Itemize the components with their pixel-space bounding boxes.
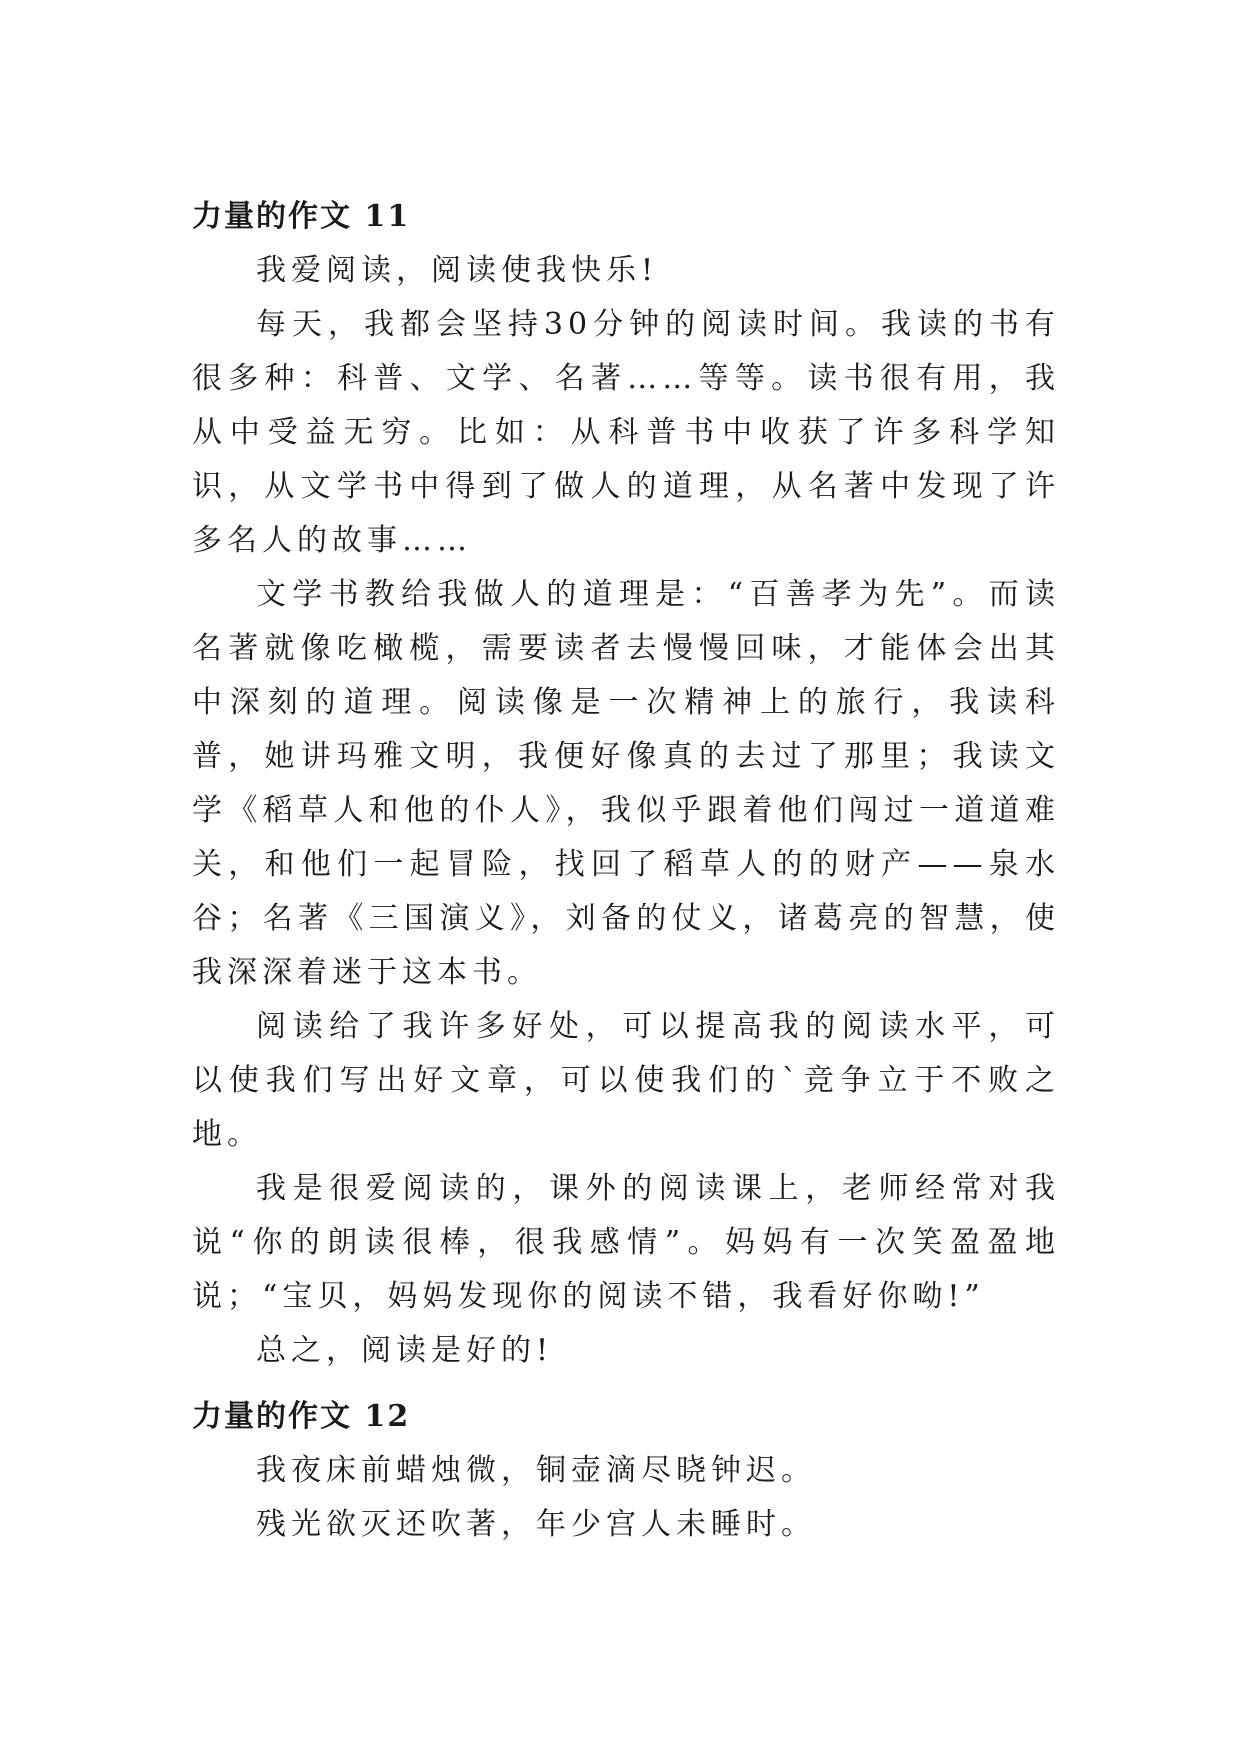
essay-12 [192,1390,1060,1552]
essay-title: 力量的作文 11 [192,199,411,234]
essay-paragraph: 文学书教给我做人的道理是：“百善孝为先”。而读名著就像吃橄榄，需要读者去慢慢回味，才能体会出其中深刻的道理。阅读像是一次精神上的旅行，我读科普，她讲玛雅文明，我便好像真的去过了那里；我读文学《稻草人和他的仆人》，我似乎跟着他们闯过一道道难关，和他们一起冒险，找回了稻草人的的财产——泉水谷；名著《三国演义》，刘备的仗义，诸葛亮的智慧，使我深深着迷于这本书。 [192,577,1060,990]
essay-paragraph: 每天，我都会坚持30分钟的阅读时间。我读的书有很多种：科普、文学、名著……等等。读书很有用，我从中受益无穷。比如：从科普书中收获了许多科学知识，从文学书中得到了做人的道理，从名著中发现了许多名人的故事…… [192,307,1060,558]
essay-title: 力量的作文 12 [192,1399,411,1434]
essay-11 [192,190,1060,1378]
essay-paragraph: 阅读给了我许多好处，可以提高我的阅读水平，可以使我们写出好文章，可以使我们的`竞争立于不败之地。 [192,1009,1060,1152]
essay-paragraph: 我夜床前蜡烛微，铜壶滴尽晓钟迟。 [256,1453,816,1488]
essay-paragraph: 总之，阅读是好的! [256,1333,554,1368]
essay-paragraph: 我是很爱阅读的，课外的阅读课上，老师经常对我说“你的朗读很棒，很我感情”。妈妈有一次笑盈盈地说；“宝贝，妈妈发现你的阅读不错，我看好你呦!” [192,1171,1060,1314]
essay-paragraph: 我爱阅读，阅读使我快乐! [256,253,659,288]
essay-paragraph: 残光欲灭还吹著，年少宫人未睡时。 [256,1507,816,1542]
